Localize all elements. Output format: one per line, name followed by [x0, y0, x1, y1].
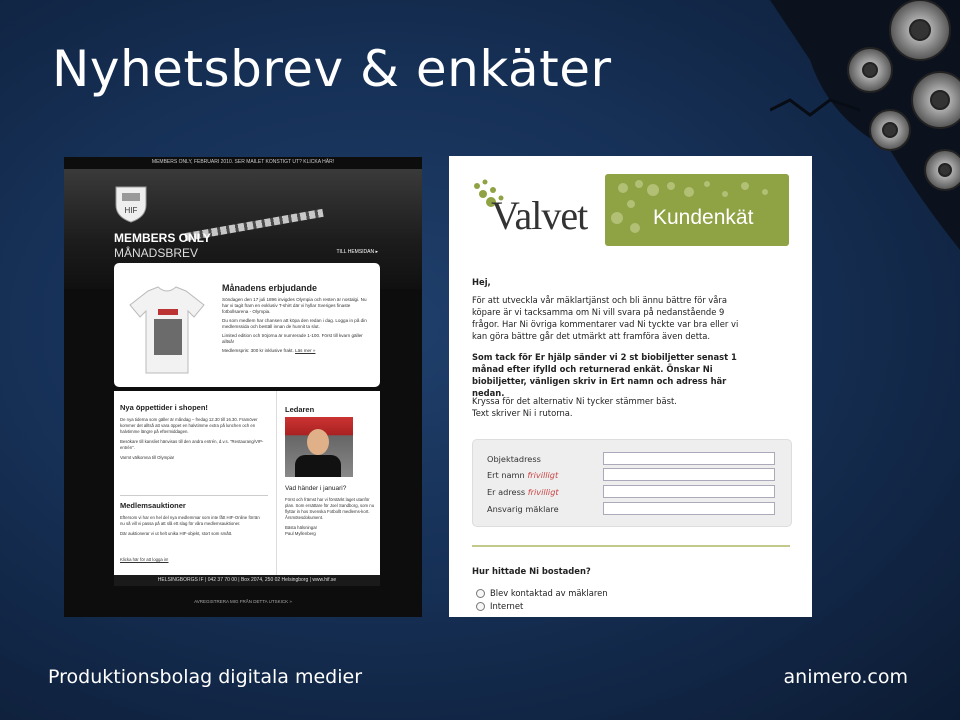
- name-label: Ert namn frivilligt: [487, 470, 559, 480]
- auctions-text: Eftersom vi har en hel del nya medlemmar som inte fått HIF-Online förrän nu så vill vi passa på att slå ett slag för våra medlemsauktioner. Där auktionerar vi ut helt unika HIF-objekt, stort som smått.: [120, 515, 260, 536]
- newsletter-screenshot: [64, 157, 422, 617]
- object-address-input[interactable]: [603, 452, 775, 465]
- option-contacted[interactable]: Blev kontaktad av mäklaren: [476, 588, 608, 598]
- survey-banner: [605, 174, 789, 246]
- divider: [472, 545, 790, 547]
- newsletter-title: MEMBERS ONLY: [114, 231, 211, 245]
- banner-title: Kundenkät: [653, 206, 754, 229]
- footer-company: Produktionsbolag digitala medier: [48, 666, 363, 688]
- opening-hours-title: Nya öppettider i shopen!: [120, 403, 208, 412]
- newsletter-footer-bar: HELSINGBORGS IF | 042 37 70 00 | Box 2074, 250 02 Helsingborg | www.hif.se: [114, 575, 380, 586]
- survey-thanks: Som tack för Er hjälp sänder vi 2 st biobiljetter senast 1 månad efter ifylld och returnerad enkät. Önskar Ni biobiljetter, vänligen skriv in Ert namn och adress här nedan.: [472, 352, 737, 398]
- news-column: [114, 391, 274, 575]
- tshirt-image: [128, 285, 206, 377]
- svg-text:HIF: HIF: [124, 206, 138, 215]
- newsletter-top-bar[interactable]: MEMBERS ONLY, FEBRUARI 2010. SER MAILET KONSTIGT UT? KLICKA HÄR!: [151, 159, 335, 165]
- survey-greeting: Hej,: [472, 277, 491, 287]
- agent-input[interactable]: [603, 502, 775, 515]
- newsletter-subtitle: MÅNADSBREV: [114, 246, 199, 260]
- auctions-title: Medlemsauktioner: [120, 501, 186, 510]
- leader-question: Vad händer i januari?: [285, 485, 347, 492]
- radio-icon[interactable]: [476, 589, 485, 598]
- survey-instructions: Kryssa för det alternativ Ni tycker stämmer bäst. Text skriver Ni i rutorna.: [472, 396, 677, 418]
- offer-section: [114, 263, 380, 387]
- contact-form: [472, 439, 792, 527]
- club-crest-icon: [114, 183, 148, 223]
- read-more-link[interactable]: Läs mer »: [295, 348, 316, 353]
- address-label: Er adress frivilligt: [487, 487, 559, 497]
- home-link[interactable]: TILL HEMSIDAN ▸: [336, 249, 378, 255]
- address-input[interactable]: [603, 485, 775, 498]
- unsubscribe-link[interactable]: AVREGISTRERA MIG FRÅN DETTA UTSKICK »: [194, 599, 292, 604]
- radio-icon[interactable]: [476, 602, 485, 611]
- divider: [120, 495, 268, 496]
- offer-title: Månadens erbjudande: [222, 283, 318, 293]
- question-title: Hur hittade Ni bostaden?: [472, 566, 591, 576]
- object-address-label: Objektadress: [487, 454, 541, 464]
- leader-text: Först och främst har vi förstärkt laget utanför plan. Som ersättare för Joel Sandborg, som nu flyttar in hos Svenska Fotbollt medlems-kort. Årsmötesdokument. Bästa hälsningar Paul Myllenberg: [285, 497, 375, 536]
- survey-intro: För att utveckla vår mäklartjänst och bli ännu bättre för våra köpare är vi tacksamma om Ni vill svara på nedanstående 9 frågor. Har Ni övriga kommentarer vad Ni tyckte var bra eller vi kan göra bättre går det utmärkt att framföra även detta.: [472, 295, 739, 341]
- option-internet[interactable]: Internet: [476, 601, 523, 611]
- offer-text: Söndagen den 17 juli 1896 invigdes Olympia och resten är nostalgi. Nu har vi tagit fram en exklusiv T-shirt där vi hyllar Sveriges finaste fotbollsarena - Olympia. Du som medlem har chansen att köpa den redan i dag. Logga in på din medlemssida och beställ innan de hunnit ta slut. Limited edition och tröjorna är numrerade 1-100. Först till kvarn gäller alltså! Medlemspris: 300 kr inklusive frakt. Läs mer »: [222, 297, 367, 353]
- leader-column: [276, 391, 381, 575]
- footer-website[interactable]: animero.com: [783, 666, 908, 688]
- login-link[interactable]: Klicka här för att logga in!: [120, 557, 169, 562]
- slide-title: Nyhetsbrev & enkäter: [52, 40, 612, 98]
- newsletter-content-row: [114, 391, 380, 575]
- opening-hours-text: De nya tiderna som gäller är måndag – fredag 12.30 till 16.30. Framöver kommer det alltså att vara öppet en halvtimme extra på lunchen och en halvtimme längre på eftermiddagen. Besökare till kansliet hänvisas till den andra entrén, d.v.s. "Restaurang/VIP-entrén". Varmt välkomna till Olympia!: [120, 417, 264, 460]
- agent-label: Ansvarig mäklare: [487, 504, 559, 514]
- name-input[interactable]: [603, 468, 775, 481]
- survey-screenshot: [449, 156, 812, 617]
- valvet-logo-text: Valvet: [491, 193, 588, 238]
- leader-portrait: [285, 417, 353, 477]
- leader-title: Ledaren: [285, 405, 315, 414]
